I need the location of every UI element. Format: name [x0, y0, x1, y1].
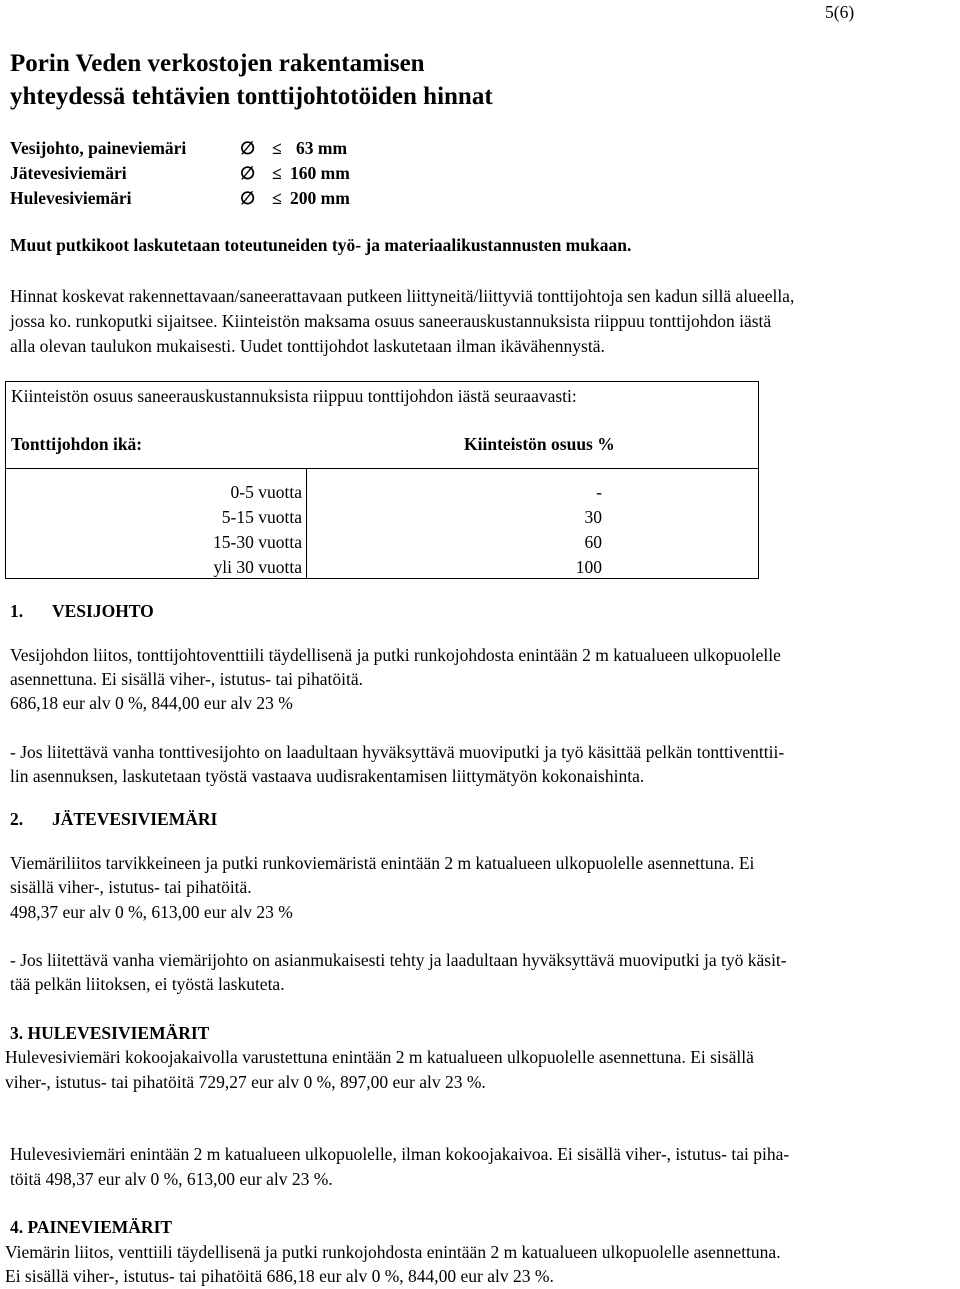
less-or-equal-icon: ≤: [272, 188, 282, 208]
section-3-text-line-1: Hulevesiviemäri kokoojakaivolla varustettuna enintään 2 m katualueen ulkopuolelle asennettuna. Ei sisällä: [5, 1047, 754, 1067]
section-1-heading: VESIJOHTO: [52, 601, 154, 621]
column-header-share: Kiinteistön osuus %: [464, 434, 615, 454]
diameter-icon: ∅: [240, 188, 256, 208]
section-2-text-line-1: Viemäriliitos tarvikkeineen ja putki runkoviemäristä enintään 2 m katualueen ulkopuolelle asennettuna. Ei: [10, 853, 755, 873]
age-cell: 15-30 vuotta: [213, 532, 302, 552]
section-2-text-line-2: sisällä viher-, istutus- tai pihatöitä.: [10, 877, 252, 897]
page-title-line-1: Porin Veden verkostojen rakentamisen: [10, 50, 425, 77]
age-cell: 5-15 vuotta: [221, 507, 302, 527]
pipe-name: Jätevesiviemäri: [10, 163, 127, 183]
section-2-heading: JÄTEVESIVIEMÄRI: [52, 809, 218, 829]
section-4-text-line-2: Ei sisällä viher-, istutus- tai pihatöitä 686,18 eur alv 0 %, 844,00 eur alv 23 %.: [5, 1266, 554, 1286]
section-3-text-line-2: viher-, istutus- tai pihatöitä 729,27 eur alv 0 %, 897,00 eur alv 23 %.: [5, 1072, 486, 1092]
section-2-number: 2.: [10, 809, 24, 829]
table-row: [6, 480, 758, 505]
section-2-note-line-2: tää pelkän liitoksen, ei työstä laskuteta.: [10, 974, 285, 994]
section-1-price: 686,18 eur alv 0 %, 844,00 eur alv 23 %: [10, 693, 293, 713]
less-or-equal-icon: ≤: [272, 163, 282, 183]
section-1-note-line-2: lin asennuksen, laskutetaan työstä vastaava uudisrakentamisen liittymätyön kokonaishinta.: [10, 766, 645, 786]
share-cell: 60: [584, 532, 602, 552]
section-4-heading: 4. PAINEVIEMÄRIT: [10, 1217, 173, 1237]
age-cell: 0-5 vuotta: [230, 482, 302, 502]
section-2-note-line-1: - Jos liitettävä vanha viemärijohto on asianmukaisesti tehty ja laadultaan hyväksyttävä muoviputki ja työ käsit-: [10, 950, 787, 970]
table-row: [6, 555, 758, 580]
section-3-alt-line-1: Hulevesiviemäri enintään 2 m katualueen ulkopuolelle, ilman kokoojakaivoa. Ei sisällä viher-, istutus- tai piha-: [10, 1144, 790, 1164]
section-1-number: 1.: [10, 601, 24, 621]
page-title-line-2: yhteydessä tehtävien tonttijohtotöiden hinnat: [10, 83, 493, 110]
section-1-note-line-1: - Jos liitettävä vanha tonttivesijohto on laadultaan hyväksyttävä muoviputki ja työ käsittää pelkän tonttiventtii-: [10, 742, 785, 762]
pipe-name: Hulevesiviemäri: [10, 188, 132, 208]
section-3-alt-line-2: töitä 498,37 eur alv 0 %, 613,00 eur alv 23 %.: [10, 1169, 333, 1189]
section-1-text-line-1: Vesijohdon liitos, tonttijohtoventtiili täydellisenä ja putki runkojohdosta enintään 2 m katualueen ulkopuolelle: [10, 645, 781, 665]
pipe-size: 200 mm: [290, 188, 350, 208]
table-intro: Kiinteistön osuus saneerauskustannuksista riippuu tonttijohdon iästä seuraavasti:: [11, 386, 577, 406]
section-1-text-line-2: asennettuna. Ei sisällä viher-, istutus- tai pihatöitä.: [10, 669, 363, 689]
other-sizes-note: Muut putkikoot laskutetaan toteutuneiden työ- ja materiaalikustannusten mukaan.: [10, 235, 632, 255]
page-number: 5(6): [825, 2, 855, 22]
pipe-size: 160 mm: [290, 163, 350, 183]
diameter-icon: ∅: [240, 163, 256, 183]
section-3-heading: 3. HULEVESIVIEMÄRIT: [10, 1023, 210, 1043]
less-or-equal-icon: ≤: [272, 138, 282, 158]
pipe-name: Vesijohto, paineviemäri: [10, 138, 187, 158]
table-divider: [6, 468, 758, 469]
age-share-table: [5, 381, 759, 579]
pipe-size: 63 mm: [296, 138, 348, 158]
section-4-text-line-1: Viemärin liitos, venttiili täydellisenä ja putki runkojohdosta enintään 2 m katualueen ulkopuolelle asennettuna.: [5, 1242, 781, 1262]
intro-paragraph-line-3: alla olevan taulukon mukaisesti. Uudet tonttijohdot laskutetaan ilman ikävähennystä.: [10, 336, 605, 356]
intro-paragraph-line-2: jossa ko. runkoputki sijaitsee. Kiinteistön maksama osuus saneerauskustannuksista riippuu tonttijohdon iästä: [10, 311, 772, 331]
age-cell: yli 30 vuotta: [213, 557, 302, 577]
section-2-price: 498,37 eur alv 0 %, 613,00 eur alv 23 %: [10, 902, 293, 922]
diameter-icon: ∅: [240, 138, 256, 158]
column-header-age: Tonttijohdon ikä:: [11, 434, 143, 454]
share-cell: 30: [584, 507, 602, 527]
table-row: [6, 505, 758, 530]
intro-paragraph-line-1: Hinnat koskevat rakennettavaan/saneerattavaan putkeen liittyneitä/liittyviä tonttijohtoja sen kadun sillä alueella,: [10, 286, 795, 306]
share-cell: 100: [575, 557, 602, 577]
share-cell: -: [596, 482, 602, 502]
table-row: [6, 530, 758, 555]
